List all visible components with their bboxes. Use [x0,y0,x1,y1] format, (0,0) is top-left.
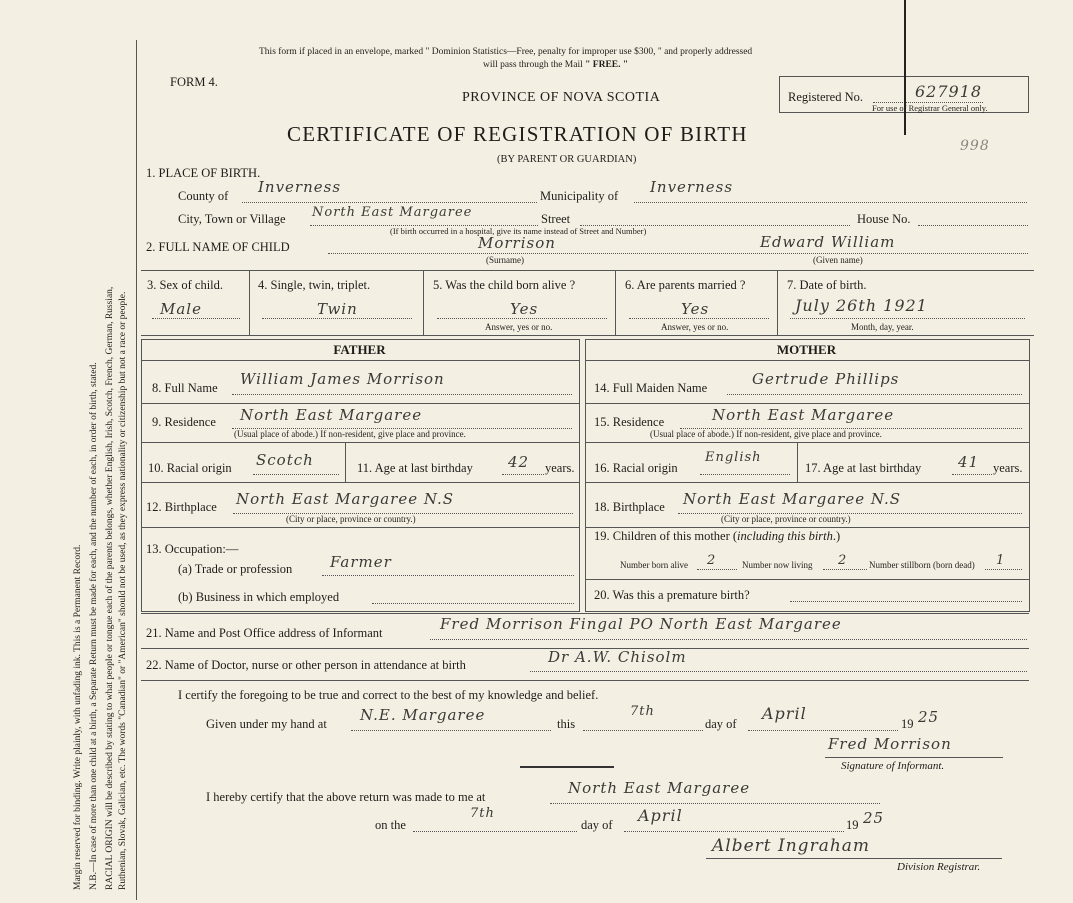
certificate-subtitle: (BY PARENT OR GUARDIAN) [497,154,637,165]
mother-name-value: Gertrude Phillips [752,370,900,388]
doctor-value: Dr A.W. Chisolm [548,648,687,666]
given-month-line [748,730,898,731]
father-heading-rule [141,360,579,361]
business-label: (b) Business in which employed [178,590,340,604]
plurality-value: Twin [317,300,358,318]
registrar-month-line [624,831,844,832]
children-label: 19. Children of this mother (including this birth.) [594,529,841,543]
father-age-label: 11. Age at last birthday [357,461,473,475]
doctor-label: 22. Name of Doctor, nurse or other person in attendance at birth [146,658,466,672]
mother-birthplace-label: 18. Birthplace [594,500,665,514]
father-racial-line [253,474,339,475]
mother-rule-5 [585,579,1029,580]
father-name-line [232,394,572,395]
municipality-label: Municipality of [540,189,619,203]
informant-top-rule [141,613,1029,614]
grid-div-2 [423,270,424,335]
certificate-title: CERTIFICATE OF REGISTRATION OF BIRTH [287,122,748,146]
mother-birthplace-note: (City or place, province or country.) [721,514,851,524]
street-label: Street [541,212,571,226]
registrar-day-line [413,831,577,832]
trade-value: Farmer [330,553,392,571]
grid-div-4 [777,270,778,335]
date-line [790,318,1025,319]
married-label: 6. Are parents married ? [625,278,746,292]
business-line [372,603,574,604]
occupation-label: 13. Occupation:— [146,542,239,556]
child-given-name: Edward William [760,233,896,251]
registered-label: Registered No. [788,90,863,104]
trade-line [322,575,574,576]
plurality-label: 4. Single, twin, triplet. [258,278,371,292]
father-racial-value: Scotch [256,451,314,469]
mother-racial-value: English [705,450,762,465]
surname-note: (Surname) [486,255,524,265]
postal-notice-line1: This form if placed in an envelope, marked " Dominion Statistics—Free, penalty for improper use $300, " and properly addressed [259,47,753,57]
grid-top-rule [141,270,1034,271]
now-living-label: Number now living [742,560,813,570]
given-year-value: 25 [918,708,940,726]
registrar-day-value: 7th [470,806,495,821]
margin-note-racial-origin-cont: Ruthenian, Slovak, Galician, etc. The words "Canadian" or "American" should not be used, as they express nationality or citizenship but not a race or people. [118,291,128,890]
premature-line [790,601,1022,602]
born-alive-label: Number born alive [620,560,688,570]
alive-value: Yes [510,300,539,318]
father-age-line [502,474,544,475]
registrar-statement: I hereby certify that the above return was made to me at [206,790,486,804]
margin-note-multiple-births: N.B.—In case of more than one child at a birth, a Separate Return must be made for each, and the number of each, in order of birth, stated. [89,362,99,890]
registrar-day-of-label: day of [581,818,613,832]
municipality-line [634,202,1027,203]
date-value: July 26th 1921 [795,296,928,315]
mother-age-unit: years. [993,461,1023,475]
given-place-value: N.E. Margaree [360,706,486,724]
margin-note-binding: Margin reserved for binding. Write plainly, with unfading ink. This is a Permanent Record. [73,544,83,890]
date-label: 7. Date of birth. [787,278,867,292]
stillborn-line [985,569,1022,570]
alive-label: 5. Was the child born alive ? [433,278,576,292]
informant-signature: Fred Morrison [828,735,952,753]
informant-certification: I certify the foregoing to be true and correct to the best of my knowledge and belief. [178,688,599,702]
father-racial-label: 10. Racial origin [148,461,232,475]
mother-age-value: 41 [958,453,980,471]
father-name-label: 8. Full Name [152,381,218,395]
father-residence-value: North East Margaree [240,406,423,424]
father-name-value: William James Morrison [240,370,445,388]
married-line [629,318,769,319]
given-name-note: (Given name) [813,255,863,265]
father-rule-1 [141,403,579,404]
date-note: Month, day, year. [851,322,914,332]
registrar-signature: Albert Ingraham [712,836,871,856]
section-divider [520,766,614,768]
registrar-place-line [550,803,880,804]
child-name-line [328,253,1028,254]
premature-label: 20. Was this a premature birth? [594,588,750,602]
given-month-value: April [762,704,807,723]
father-rule-3 [141,482,579,483]
now-living-line [823,569,867,570]
doctor-bottom-rule [141,680,1029,681]
county-line [242,202,537,203]
married-value: Yes [681,300,710,318]
registrar-on-label: on the [375,818,406,832]
registered-number: 627918 [915,82,983,101]
registrar-note: For use of Registrar General only. [872,103,988,113]
informant-sig-label: Signature of Informant. [841,760,945,772]
informant-sig-line [825,757,1003,758]
father-residence-label: 9. Residence [152,415,216,429]
house-label: House No. [857,212,911,226]
registrar-year-prefix: 19 [846,818,859,832]
mother-residence-label: 15. Residence [594,415,665,429]
mother-birthplace-value: North East Margaree N.S [683,490,902,508]
form-number: FORM 4. [170,75,218,89]
mother-rule-4 [585,527,1029,528]
corner-mark: 998 [960,138,990,154]
ink-stroke [904,0,906,135]
father-birthplace-label: 12. Birthplace [146,500,217,514]
father-age-value: 42 [508,453,530,471]
father-age-unit: years. [545,461,575,475]
mother-name-label: 14. Full Maiden Name [594,381,708,395]
given-this-label: this [557,717,576,731]
mother-rule-1 [585,403,1029,404]
informant-line [430,639,1027,640]
informant-label: 21. Name and Post Office address of Informant [146,626,383,640]
registrar-place-value: North East Margaree [568,779,751,797]
alive-line [437,318,607,319]
mother-residence-value: North East Margaree [712,406,895,424]
father-birthplace-value: North East Margaree N.S [236,490,455,508]
father-residence-note: (Usual place of abode.) If non-resident, give place and province. [234,429,466,439]
given-day-of-label: day of [705,717,737,731]
city-label: City, Town or Village [178,212,286,226]
mother-racial-div [797,442,798,482]
margin-note-racial-origin: RACIAL ORIGIN will be described by stating to what people or tongue each of the parents belongs, whether English, Irish, Scotch, French, German, Russian, [105,286,115,890]
given-place-line [351,730,551,731]
sex-line [152,318,240,319]
mother-heading-rule [585,360,1029,361]
mother-rule-3 [585,482,1029,483]
father-rule-2 [141,442,579,443]
informant-value: Fred Morrison Fingal PO North East Margaree [440,615,842,633]
now-living-value: 2 [838,553,848,568]
registrar-year-value: 25 [863,809,885,827]
stillborn-label: Number stillborn (born dead) [869,560,975,570]
doctor-line [530,671,1027,672]
registrar-sig-label: Division Registrar. [897,861,981,873]
given-year-prefix: 19 [901,717,914,731]
born-alive-value: 2 [707,553,717,568]
mother-rule-2 [585,442,1029,443]
married-note: Answer, yes or no. [661,322,729,332]
grid-div-3 [615,270,616,335]
county-value: Inverness [258,178,342,196]
registrar-month-value: April [638,806,683,825]
alive-note: Answer, yes or no. [485,322,553,332]
mother-racial-label: 16. Racial origin [594,461,678,475]
born-alive-line [697,569,737,570]
plurality-line [262,318,412,319]
father-rule-4 [141,527,579,528]
grid-bottom-rule [141,335,1034,336]
stillborn-value: 1 [996,553,1006,568]
province-title: PROVINCE OF NOVA SCOTIA [462,90,661,105]
mother-racial-line [700,474,790,475]
place-heading: 1. PLACE OF BIRTH. [146,166,261,180]
father-heading: FATHER [333,342,386,357]
given-day-value: 7th [630,704,655,719]
mother-age-line [952,474,992,475]
postal-notice-line2: will pass through the Mail " FREE. " [483,60,629,70]
municipality-value: Inverness [650,178,734,196]
trade-label: (a) Trade or profession [178,562,293,576]
margin-border [136,40,137,900]
mother-residence-note: (Usual place of abode.) If non-resident, give place and province. [650,429,882,439]
mother-name-line [727,394,1022,395]
sex-value: Male [160,300,202,318]
father-birthplace-note: (City or place, province or country.) [286,514,416,524]
registrar-sig-line [706,858,1002,859]
child-name-label: 2. FULL NAME OF CHILD [146,240,290,254]
hospital-note: (If birth occurred in a hospital, give its name instead of Street and Number) [390,226,647,236]
child-surname: Morrison [478,234,556,252]
given-label: Given under my hand at [206,717,327,731]
house-line [918,225,1028,226]
given-day-line [583,730,703,731]
grid-div-1 [249,270,250,335]
county-label: County of [178,189,229,203]
mother-age-label: 17. Age at last birthday [805,461,922,475]
city-value: North East Margaree [312,205,473,220]
sex-label: 3. Sex of child. [147,278,224,292]
mother-heading: MOTHER [776,342,837,357]
father-racial-div [345,442,346,482]
